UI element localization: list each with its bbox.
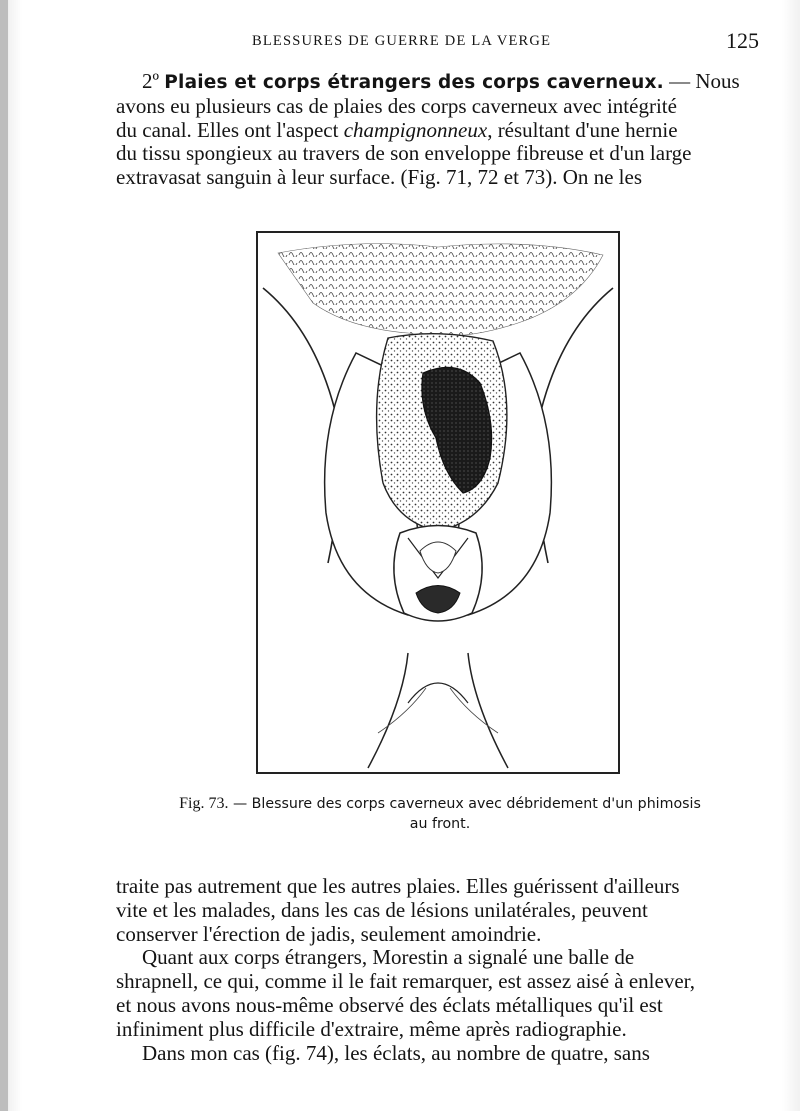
text-line: vite et les malades, dans les cas de lésions unilatérales, peuvent [116,897,648,922]
text-line [116,119,764,143]
caption-line: au front. [409,816,471,832]
anatomical-illustration [256,231,620,774]
text-line: traite pas autrement que les autres plaies. Elles guérissent d'ailleurs [116,874,680,898]
text-fragment: du canal. Elles ont l'aspect [116,117,344,142]
text-fragment: , résultant d'une hernie [487,117,678,142]
text-line: Dans mon cas (fig. 74), les éclats, au nombre de quatre, sans [142,1040,650,1065]
section-number: 2º [142,69,160,93]
text-line: extravasat sanguin à leur surface. (Fig. 71, 72 et 73). On ne les [116,165,643,190]
top-paragraph [116,70,764,190]
figure-number: Fig. 73. [179,795,229,812]
illustration-drawing [258,233,618,772]
caption-text: — Blessure des corps caverneux avec débridement d'un phimosis [228,796,701,812]
page-number: 125 [726,28,759,53]
text-line: Quant aux corps étrangers, Morestin a signalé une balle de [142,945,635,970]
text-fragment: — Nous [663,69,740,93]
text-line: et nous avons nous-même observé des éclats métalliques qu'il est [116,992,663,1017]
caption-line [116,794,764,814]
running-head: BLESSURES DE GUERRE DE LA VERGE [252,33,552,49]
text-line: conserver l'érection de jadis, seulement amoindrie. [116,921,542,946]
text-line: avons eu plusieurs cas de plaies des corps caverneux avec intégrité [116,93,677,118]
italic-term: champignonneux [343,117,488,142]
text-line [116,70,764,95]
figure-caption [116,794,764,834]
text-line: du tissu spongieux au travers de son enveloppe fibreuse et d'un large [116,141,692,166]
text-line: infiniment plus difficile d'extraire, même après radiographie. [116,1016,627,1041]
page-gutter-shadow [0,0,8,1111]
bottom-paragraphs [116,875,764,1065]
section-heading: Plaies et corps étrangers des corps caverneux. [164,72,664,93]
text-line: shrapnell, ce qui, comme il le fait remarquer, est assez aisé à enlever, [116,969,696,994]
